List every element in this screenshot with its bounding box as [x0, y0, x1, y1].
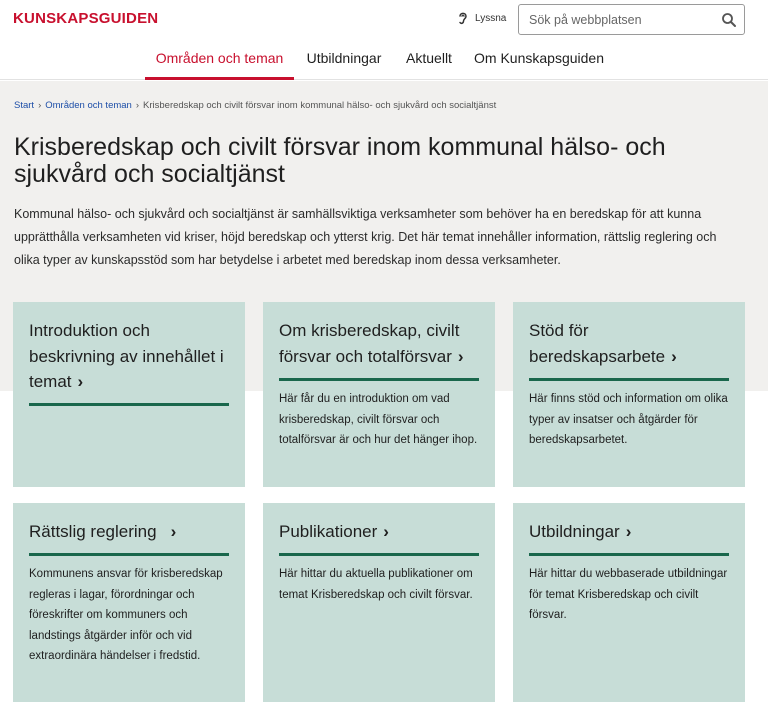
chevron-right-icon: ›	[77, 372, 84, 391]
main-nav	[0, 44, 768, 80]
card-description: Här hittar du webbaserade utbildningar för temat Krisberedskap och civilt försvar.	[529, 568, 728, 621]
card-description: Här får du en introduktion om vad krisberedskap, civilt försvar och totalförsvar är och hur det hänger ihop.	[279, 393, 478, 446]
breadcrumb-current: Krisberedskap och civilt försvar inom kommunal hälso- och sjukvård och socialtjänst	[143, 100, 497, 111]
nav-item-omraden-och-teman[interactable]: Områden och teman	[145, 44, 294, 80]
nav-item-om-kunskapsguiden[interactable]: Om Kunskapsguiden	[474, 50, 604, 66]
card-divider	[529, 378, 729, 381]
card-title	[29, 318, 234, 395]
chevron-right-icon: ›	[625, 522, 632, 541]
card-title	[279, 519, 484, 545]
card-divider	[529, 553, 729, 556]
ear-icon	[456, 10, 470, 26]
card-title-text: Stöd för beredskapsarbete	[529, 321, 666, 366]
chevron-right-icon: ›	[38, 100, 42, 111]
card-om-krisberedskap[interactable]	[263, 302, 495, 487]
card-divider	[279, 553, 479, 556]
card-description: Kommunens ansvar för krisberedskap regleras i lagar, förordningar och föreskrifter om kommuners och landstings åtgärder inför och vid extraordinära händelser i fredstid.	[29, 568, 223, 662]
card-description: Här finns stöd och information om olika typer av insatser och åtgärder för beredskapsarbetet.	[529, 393, 728, 446]
card-title	[529, 318, 734, 369]
breadcrumb	[14, 100, 496, 111]
site-header	[0, 0, 768, 80]
card-title-text: Publikationer	[279, 522, 378, 541]
card-description: Här hittar du aktuella publikationer om temat Krisberedskap och civilt försvar.	[279, 568, 473, 601]
chevron-right-icon: ›	[671, 346, 677, 366]
chevron-right-icon: ›	[135, 100, 140, 111]
listen-label: Lyssna	[475, 12, 507, 24]
site-logo[interactable]: KUNSKAPSGUIDEN	[13, 10, 159, 27]
chevron-right-icon: ›	[457, 346, 464, 366]
search-input[interactable]	[529, 11, 709, 29]
search-box	[518, 4, 745, 35]
page-title: Krisberedskap och civilt försvar inom kommunal hälso- och sjukvård och socialtjänst	[14, 133, 666, 188]
card-title	[29, 519, 234, 545]
chevron-right-icon: ›	[170, 522, 177, 541]
page-intro: Kommunal hälso- och sjukvård och socialtjänst är samhällsviktiga verksamheter som behöver ha en beredskap för att kunna upprätthålla verksamheten vid kriser, höjd beredskap och ytterst krig. Det här temat innehåller information, rättslig reglering och olika typer av kunskapsstöd som har betydelse i arbetet med beredskap inom dessa verksamheter.	[14, 207, 717, 267]
chevron-right-icon: ›	[383, 522, 389, 541]
card-introduktion[interactable]	[13, 302, 245, 487]
card-publikationer[interactable]	[263, 503, 495, 702]
card-title-text: Om krisberedskap, civilt försvar och totalförsvar	[279, 321, 460, 366]
card-divider	[29, 553, 229, 556]
breadcrumb-omraden-link[interactable]: Områden och teman	[45, 100, 132, 111]
card-title	[529, 519, 734, 545]
listen-button[interactable]	[456, 10, 506, 26]
card-divider	[279, 378, 479, 381]
card-stod-for-beredskapsarbete[interactable]	[513, 302, 745, 487]
nav-item-aktuellt[interactable]: Aktuellt	[406, 50, 452, 66]
card-rattslig-reglering[interactable]	[13, 503, 245, 702]
card-title-text: Utbildningar	[529, 522, 620, 541]
search-icon[interactable]	[720, 11, 738, 29]
card-title-text: Introduktion och beskrivning av innehållet i temat	[29, 321, 224, 391]
card-utbildningar[interactable]	[513, 503, 745, 702]
card-title	[279, 318, 484, 369]
nav-item-utbildningar[interactable]: Utbildningar	[306, 50, 382, 66]
card-title-text: Rättslig reglering	[29, 522, 157, 541]
breadcrumb-start-link[interactable]: Start	[14, 100, 35, 111]
card-divider	[29, 403, 229, 406]
